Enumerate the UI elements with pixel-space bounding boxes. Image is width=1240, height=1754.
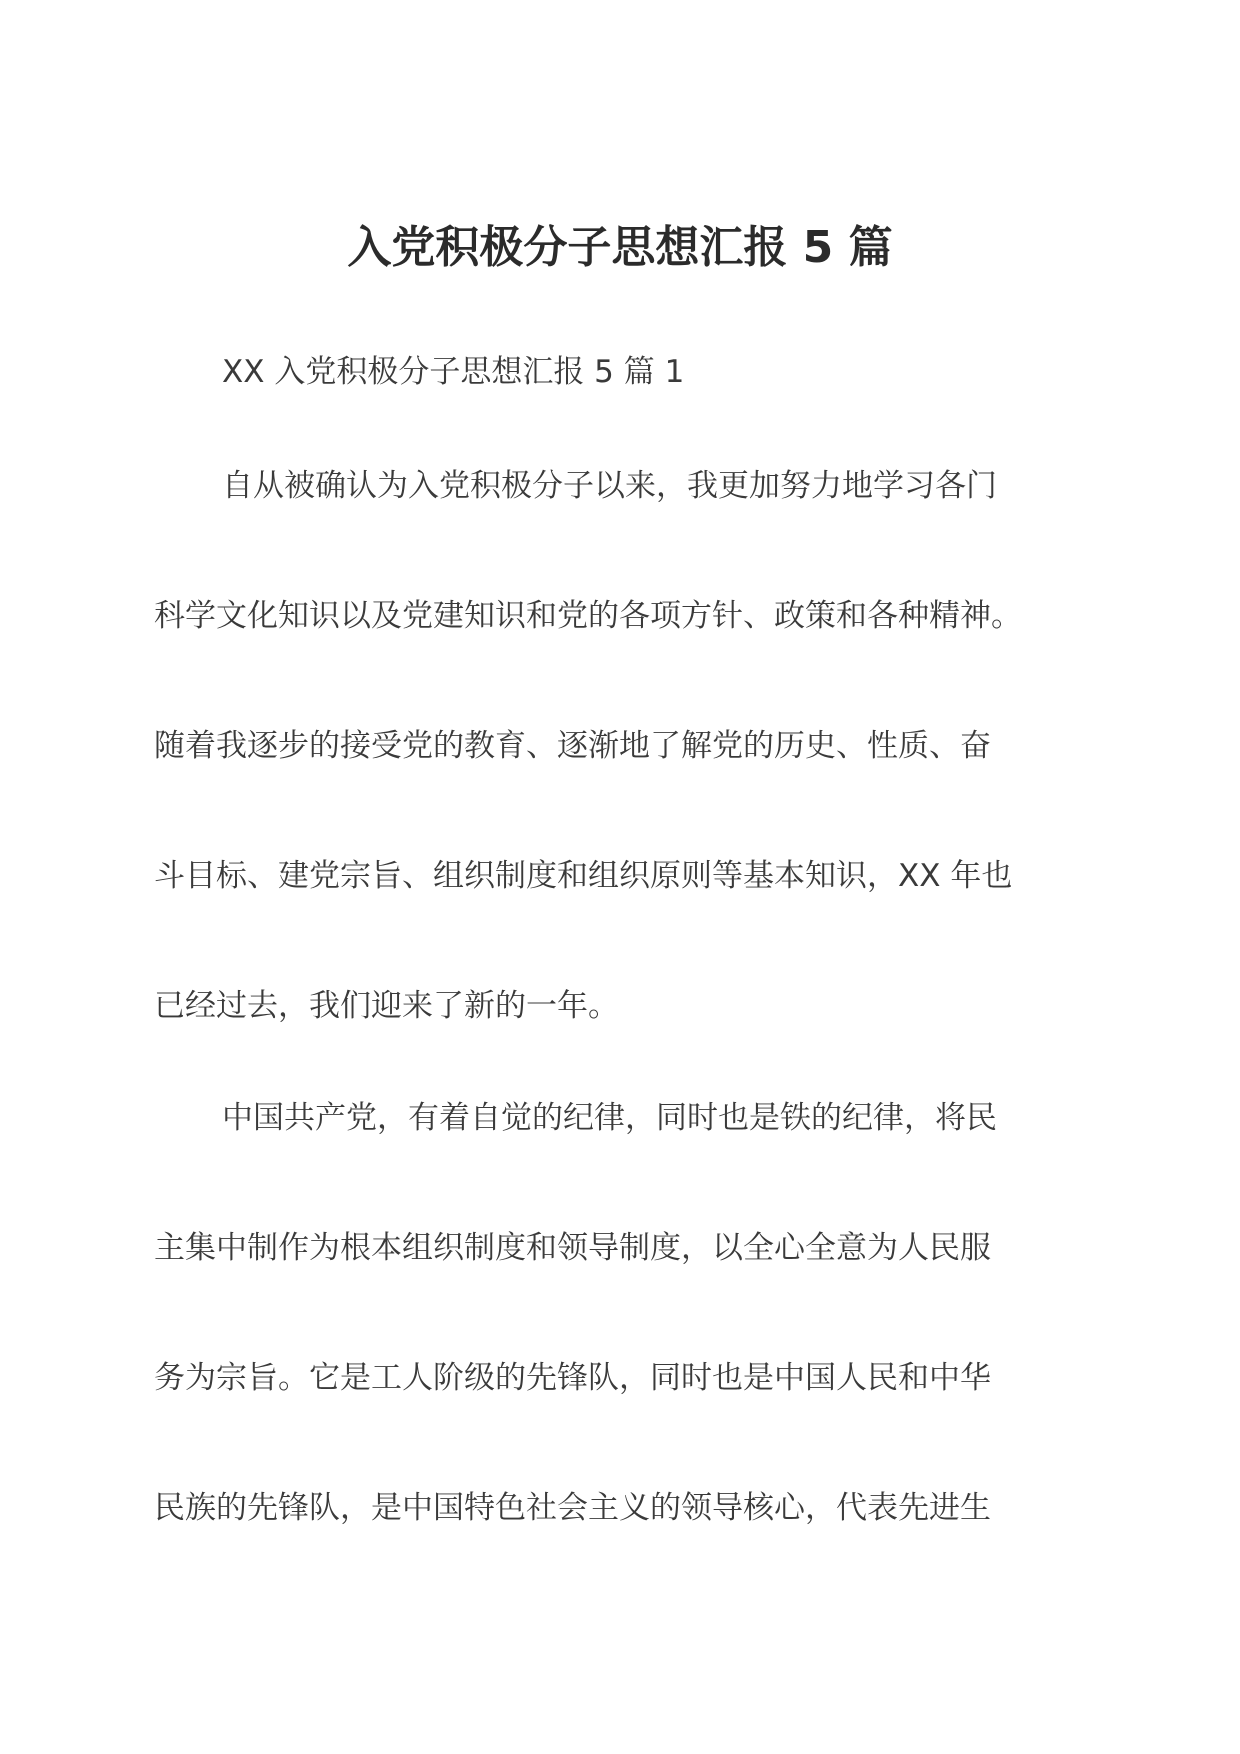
paragraph-line: 民族的先锋队，是中国特色社会主义的领导核心，代表先进生 [154, 1490, 991, 1526]
paragraph-line: 主集中制作为根本组织制度和领导制度，以全心全意为人民服 [154, 1230, 991, 1266]
paragraph-line: 斗目标、建党宗旨、组织制度和组织原则等基本知识，XX 年也 [154, 858, 1013, 894]
paragraph-line: 随着我逐步的接受党的教育、逐渐地了解党的历史、性质、奋 [154, 728, 991, 764]
section-heading: XX 入党积极分子思想汇报 5 篇 1 [222, 354, 685, 390]
paragraph-line: 科学文化知识以及党建知识和党的各项方针、政策和各种精神。 [154, 598, 1022, 634]
document-title: 入党积极分子思想汇报 5 篇 [347, 222, 893, 273]
paragraph-line: 中国共产党，有着自觉的纪律，同时也是铁的纪律，将民 [222, 1100, 997, 1136]
paragraph-line: 务为宗旨。它是工人阶级的先锋队，同时也是中国人民和中华 [154, 1360, 991, 1396]
paragraph-line: 自从被确认为入党积极分子以来，我更加努力地学习各门 [222, 468, 997, 504]
paragraph-line: 已经过去，我们迎来了新的一年。 [154, 988, 619, 1024]
